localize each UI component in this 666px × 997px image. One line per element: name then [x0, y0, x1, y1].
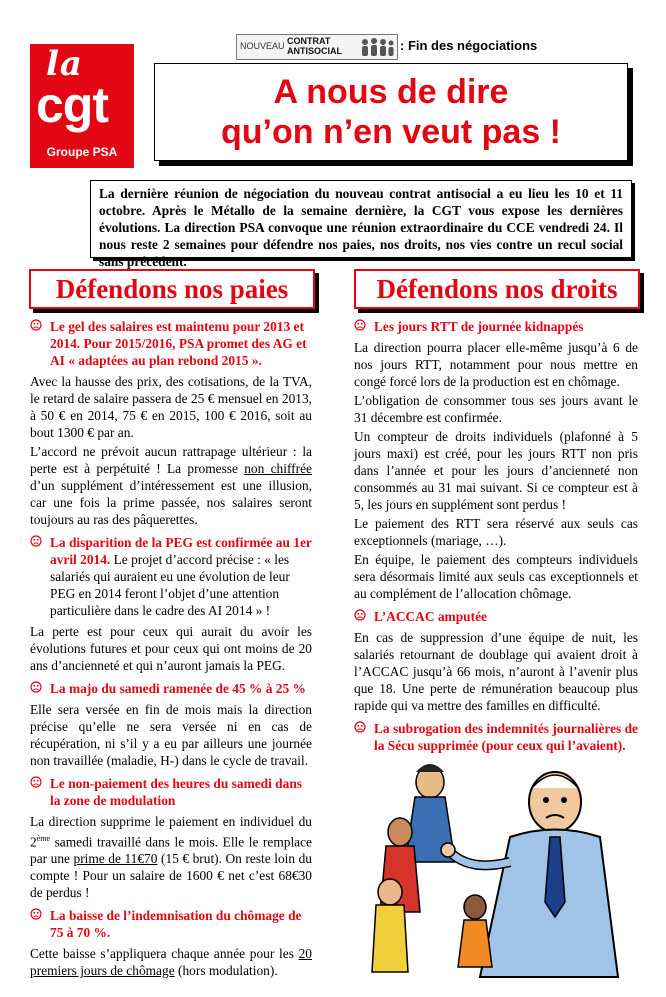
subheading-text: La subrogation des indemnités journalières de la Sécu supprimée (pour ceux qui l’avaient). — [374, 721, 638, 753]
text-part: La direction supprime le paiement en individuel du 2 — [30, 814, 312, 850]
subheading-peg — [30, 534, 312, 619]
subheading-text: L’ACCAC amputée — [374, 609, 487, 624]
text-part: samedi travaillé dans le mois. Elle le remplace par une — [30, 834, 312, 867]
text-part: L’accord ne prévoit aucun rattrapage ultérieur : la perte est à perpétuité ! La promesse — [30, 444, 312, 476]
superscript: ème — [36, 834, 51, 843]
underlined-text: non chiffrée — [244, 461, 312, 476]
paragraph — [30, 443, 312, 528]
paragraph: Avec la hausse des prix, des cotisations, de la TVA, le retard de salaire passera de 25 € mensuel en 2013, à 50 € en 2014, 75 € en 2015, 100 € 2016, soit au bout 1300 € par an. — [30, 374, 312, 440]
paragraph — [30, 813, 312, 901]
sad-face-icon — [354, 319, 366, 331]
text-part: d’un supplément d’intéressement est une illusion, car une fois la prime passée, nos salaires seront toujours au ras des pâquerettes. — [30, 478, 312, 527]
intro-text: La dernière réunion de négociation du nouveau contrat antisocial a eu lieu les 10 et 11 octobre. Après le Métallo de la semaine dernière, la CGT vous expose les dernières évolutions. La direction PSA convoque une réunion extraordinaire du CCE vendredi 24. Il nous reste 2 semaines pour défendre nos paies, nos droits, nos vies contre un recul social sans précédent. — [99, 186, 623, 269]
logo-cgt: cgt — [36, 77, 108, 133]
people-icon — [359, 37, 395, 57]
headline-line-2: qu’on n’en veut pas ! — [220, 113, 562, 151]
section-title-droits: Défendons nos droits — [354, 269, 640, 309]
subheading-text: La disparition de la PEG est confirmée au 1er avril 2014. — [50, 535, 312, 567]
subheading-heures-samedi — [30, 775, 312, 809]
contract-badge — [236, 34, 398, 60]
headline-line-1: A nous de dire — [273, 73, 509, 111]
subheading-chomage — [30, 907, 312, 941]
badge-contrat: CONTRAT — [287, 36, 331, 46]
text-part: (hors modulation). — [174, 963, 278, 979]
sad-face-icon — [30, 908, 42, 920]
paragraph: Elle sera versée en fin de mois mais la direction précise qu’elle ne sera versée ni en cas de récupération, ni s’il y a eu par ailleurs une journée non travaillée (maladie, H-) dans le cycle de travail. — [30, 702, 312, 768]
section-title-paies: Défendons nos paies — [29, 269, 315, 309]
logo-la: la — [46, 44, 83, 84]
paragraph: L’obligation de consommer tous ses jours avant le 31 décembre est confirmée. — [354, 393, 638, 425]
badge-contrat-antisocial — [287, 36, 342, 56]
badge-nouveau: NOUVEAU — [240, 41, 285, 51]
sad-face-icon — [30, 535, 42, 547]
paragraph: En cas de suppression d’une équipe de nuit, les salariés retournant de doublage qui avaient droit à l’ACCAC jusqu’à 66 mois, n’auront à l’avenir plus que 18. Une perte de rémunération beaucoup plus rapide qui va mettre des familles en difficulté. — [354, 630, 638, 713]
sad-face-icon — [30, 681, 42, 693]
logo-group: Groupe PSA — [46, 145, 118, 159]
cartoon-illustration — [360, 742, 630, 982]
subheading-text: Le gel des salaires est maintenu pour 2013 et 2014. Pour 2015/2016, PSA promet des AG et AI « adaptées au plan rebond 2015 ». — [50, 319, 307, 368]
headline-box — [154, 63, 628, 161]
badge-antisocial: ANTISOCIAL — [287, 46, 342, 56]
text-part: Cette baisse s’appliquera chaque année pour les — [30, 946, 299, 962]
paragraph: Un compteur de droits individuels (plafonné à 5 jours maxi) est créé, pour les jours RTT non pris dans l’année et pour les jours d’ancienneté non consommés au 31 mai suivant. Si ce compteur est à 5, les jours en supplément sont perdus ! — [354, 429, 638, 512]
subheading-text: Le non-paiement des heures du samedi dans la zone de modulation — [50, 776, 302, 808]
sad-face-icon — [354, 721, 366, 733]
top-note: : Fin des négociations — [400, 38, 538, 53]
paragraph — [30, 945, 312, 979]
underlined-text: 20 premiers jours de chômage — [30, 946, 312, 979]
paragraph: La direction pourra placer elle-même jusqu’à 6 de nos jours RTT, notamment pour nous mettre en congé forcé lors de la production est en chômage. — [354, 340, 638, 389]
cgt-logo — [30, 44, 134, 168]
subheading-rtt — [354, 318, 638, 335]
subheading-text: La baisse de l’indemnisation du chômage de 75 à 70 %. — [50, 908, 302, 941]
subheading-continuation: Le projet d’accord précise : « les salariés qui auraient eu une évolution de leur PEG en 2014 feront l’objet d’une attention particulière dans le cadre des AI 2014 » ! — [50, 552, 290, 618]
sad-face-icon — [354, 609, 366, 621]
right-column — [354, 318, 638, 758]
paragraph: La perte est pour ceux qui aurait du avoir les évolutions futures et pour ceux qui ont moins de 20 ans d’ancienneté et qui n’auront jamais la PEG. — [30, 624, 312, 673]
sad-face-icon — [30, 776, 42, 788]
sad-face-icon — [30, 319, 42, 331]
paragraph: En équipe, le paiement des compteurs individuels sera désormais limité aux seuls cas exceptionnels et au complément de l’allocation chômage. — [354, 552, 638, 601]
text-part: (15 € brut). On reste loin du compte ! Pour un salaire de 1600 € net c’est 68€30 de perdus ! — [30, 851, 312, 901]
subheading-text: Les jours RTT de journée kidnappés — [374, 319, 584, 334]
intro-box — [90, 180, 632, 269]
subheading-gel-salaires — [30, 318, 312, 369]
subheading-accac — [354, 608, 638, 625]
subheading-text: La majo du samedi ramenée de 45 % à 25 % — [50, 681, 306, 696]
paragraph: Le paiement des RTT sera réservé aux seuls cas exceptionnels (mariage, …). — [354, 516, 638, 548]
underlined-text: prime de 11€70 — [73, 851, 158, 867]
subheading-majo-samedi — [30, 680, 312, 697]
left-column — [30, 318, 312, 985]
